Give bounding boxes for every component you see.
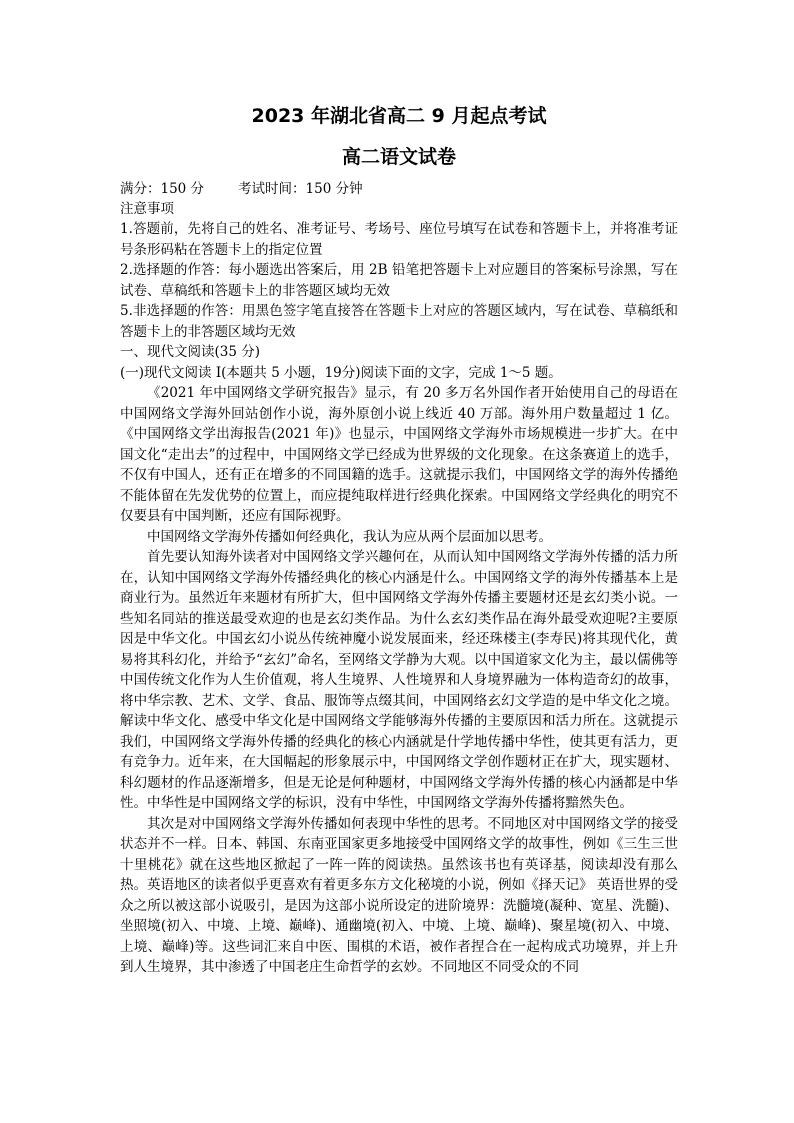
note-item: 2.选择题的作答：每小题选出答案后，用 2B 铅笔把答题卡上对应题目的答案标号涂黑，写在试卷、草稿纸和答题卡上的非答题区域均无效 (120, 262, 678, 299)
passage-paragraph: 中国网络文学海外传播如何经典化，我认为应从两个层面加以思考。 (147, 528, 552, 545)
passage-paragraph: 《2021 年中国网络文学研究报告》显示，有 20 多万名外国作者开始使用自己的母语在中国网络文学海外回站创作小说，海外原创小说上线近 40 万部。海外用户数量超过 1 亿。《中国网络文学出海报告(2021 年)》也显示，中国网络文学海外市场规模进一步扩大。在中国文化“走出去”的过程中，中国网络文学已经成为世界级的文化现象。在这条赛道上的选手，不仅有中国人，还有正在增多的不同国籍的选手。这就提示我们，中国网络文学的海外传播绝不能体留在先发优势的位置上，而应提纯取样进行经典化探索。中国网络文学经典化的明究不仅要县有中国判断，还应有国际视野。 (120, 385, 678, 524)
notes-heading: 注意事项 (120, 201, 174, 217)
passage-paragraph: 其次是对中国网络文学海外传播如何表现中华性的思考。不同地区对中国网络文学的接受状态并不一样。日本、韩国、东南亚国家更多地接受中国网络文学的故事性，例如《三生三世十里桃花》就在这些地区掀起了一阵一阵的阅读热。虽然该书也有英译基，阅读却没有那么热。英语地区的读者似乎更喜欢有着更多东方文化秘境的小说，例如《择天记》 英语世界的受众之所以被这部小说吸引，是因为这部小说所设定的进阶境界：洗髓境(凝种、宽星、洗髓)、坐照境(初入、中境、上境、巅峰)、通幽境(初入、中境、上境、巅峰)、聚星境(初入、中境、上境、巅峰)等。这些词汇来自中医、围棋的术语，被作者捏合在一起构成式功境界，并上升到人生境界，其中渗透了中国老庄生命哲学的玄妙。不同地区不同受众的不同 (120, 815, 678, 975)
note-item: 1.答题前，先将自己的姓名、准考证号、考场号、座位号填写在试卷和答题卡上，并将准考证号条形码粘在答题卡上的指定位置 (120, 221, 678, 258)
section-heading: 一、现代文阅读(35 分) (120, 344, 261, 360)
passage-paragraph: 首先要认知海外读者对中国网络文学兴趣何在，从而认知中国网络文学海外传播的活力所在，认知中国网络文学海外传播经典化的核心内涵是什么。中国网络文学的海外传播基本上是商业行为。虽然近年来题材有所扩大，但中国网络文学海外传播主要题材还是玄幻类小说。一些知名同站的推送最受欢迎的也是玄幻类作品。为什么玄幻类作品在海外最受欢迎呢?主要原因是中华文化。中国玄幻小说丛传统神魔小说发展面来，经还珠楼主(李寿民)将其现代化，黄易将其科幻化，并给予“玄幻”命名，至网络文学静为大观。以中国道家文化为主，最以儒佛等中国传统文化作为人生价值观，将人生境界、人性境界和人身境界融为一体构造奇幻的故事，将中华宗教、艺术、文学、食品、服饰等点缀其间，中国网络玄幻文学造的是中华文化之境。解读中华文化、感受中华文化是中国网络文学能够海外传播的主要原因和活力所在。这就提示我们，中国网络文学海外传播的经典化的核心内涵就是什学地传播中华性，使其更有活力，更有竞争力。近年来，在大国幅起的形象展示中，中国网络文学创作题材正在扩大，现实题材、科幻题材的作品逐渐增多，但是无论是何种题材，中国网络文学海外传播的核心内涵都是中华性。中华性是中国网络文学的标识，没有中华性，中国网络文学海外传播将黯然失色。 (120, 549, 678, 811)
note-item: 5.非选择题的作答：用黑色签字笔直接答在答题卡上对应的答题区域内，写在试卷、草稿纸和答题卡上的非答题区域均无效 (120, 303, 678, 340)
exam-title: 2023 年湖北省高二 9 月起点考试 (251, 105, 547, 127)
exam-page (120, 104, 678, 978)
exam-meta (120, 179, 678, 199)
exam-subtitle: 高二语文试卷 (341, 146, 456, 168)
subsection-heading: (一)现代文阅读 Ⅰ(本题共 5 小题，19分)阅读下面的文字，完成 1～5 题。 (120, 364, 562, 381)
full-score: 满分：150 分 (120, 181, 205, 197)
exam-time: 考试时间：150 分钟 (238, 181, 363, 197)
